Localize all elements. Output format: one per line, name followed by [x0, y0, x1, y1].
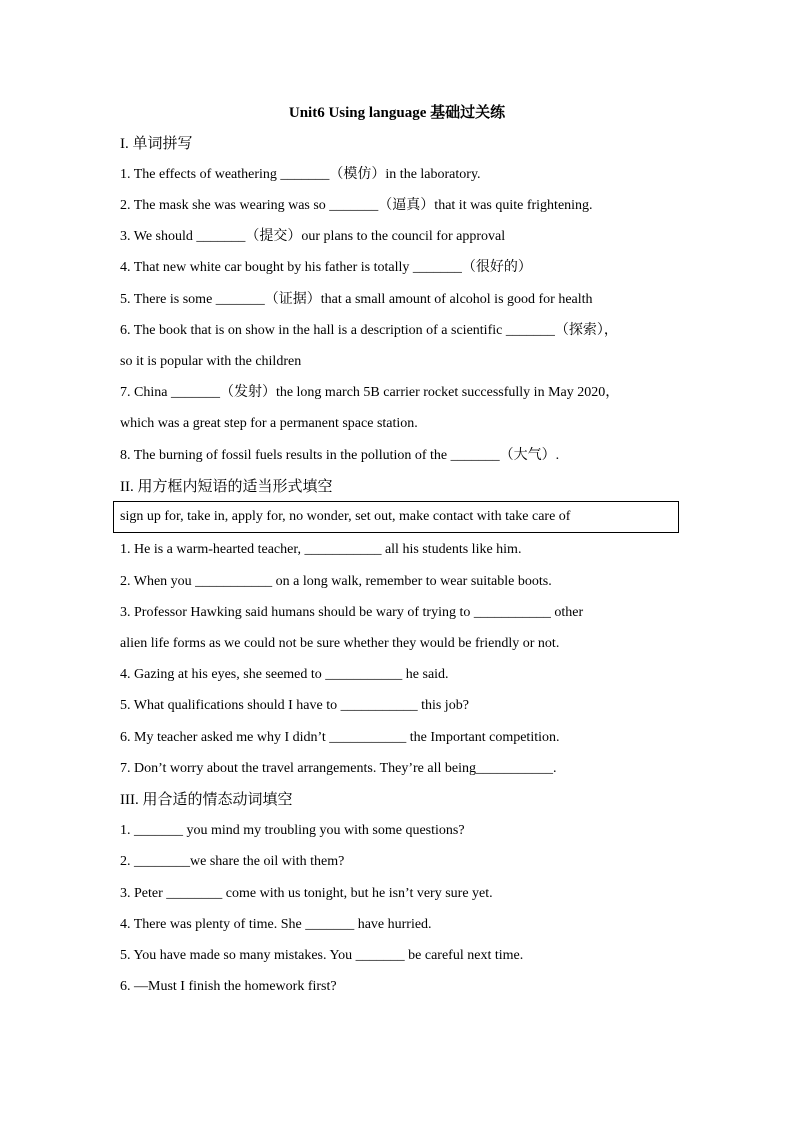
question-line: so it is popular with the children [120, 354, 302, 369]
question-line: 3. Peter ________ come with us tonight, but he isn’t very sure yet. [120, 886, 493, 901]
question-line: 5. You have made so many mistakes. You _______ be careful next time. [120, 948, 524, 963]
section-heading-phrases: II. 用方框内短语的适当形式填空 [120, 479, 333, 495]
question-line: alien life forms as we could not be sure whether they would be friendly or not. [120, 636, 560, 651]
phrase-box [113, 501, 679, 533]
question-line: 4. Gazing at his eyes, she seemed to ___________ he said. [120, 667, 449, 682]
question-line: 1. _______ you mind my troubling you with some questions? [120, 823, 465, 838]
question-line: 2. The mask she was wearing was so _______（逼真）that it was quite frightening. [120, 198, 593, 213]
section-heading-modal-verbs: III. 用合适的情态动词填空 [120, 792, 293, 808]
phrase-box-text: sign up for, take in, apply for, no wonder, set out, make contact with take care of [120, 509, 571, 524]
question-line: 4. There was plenty of time. She _______ have hurried. [120, 917, 432, 932]
question-line: 6. The book that is on show in the hall is a description of a scientific _______（探索）， [120, 323, 618, 338]
question-line: 3. We should _______（提交）our plans to the council for approval [120, 229, 506, 244]
question-line: 2. When you ___________ on a long walk, remember to wear suitable boots. [120, 574, 552, 589]
question-line: 7. Don’t worry about the travel arrangements. They’re all being___________. [120, 761, 557, 776]
question-line: 7. China _______（发射）the long march 5B carrier rocket successfully in May 2020， [120, 385, 620, 400]
question-line: 3. Professor Hawking said humans should be wary of trying to ___________ other [120, 605, 584, 620]
question-line: 2. ________we share the oil with them? [120, 854, 345, 869]
question-line: 8. The burning of fossil fuels results in the pollution of the _______（大气）. [120, 448, 560, 463]
page-title: Unit6 Using language 基础过关练 [288, 105, 506, 121]
question-line: 5. There is some _______（证据）that a small amount of alcohol is good for health [120, 292, 593, 307]
question-line: 6. My teacher asked me why I didn’t ___________ the Important competition. [120, 730, 560, 745]
section-heading-spelling: I. 单词拼写 [120, 136, 193, 152]
question-line: which was a great step for a permanent space station. [120, 416, 418, 431]
question-line: 5. What qualifications should I have to ___________ this job? [120, 698, 469, 713]
question-line: 1. He is a warm-hearted teacher, ___________ all his students like him. [120, 542, 522, 557]
question-line: 4. That new white car bought by his father is totally _______（很好的） [120, 260, 532, 275]
question-line: 1. The effects of weathering _______（模仿）in the laboratory. [120, 167, 481, 182]
question-line: 6. —Must I finish the homework first? [120, 979, 337, 994]
